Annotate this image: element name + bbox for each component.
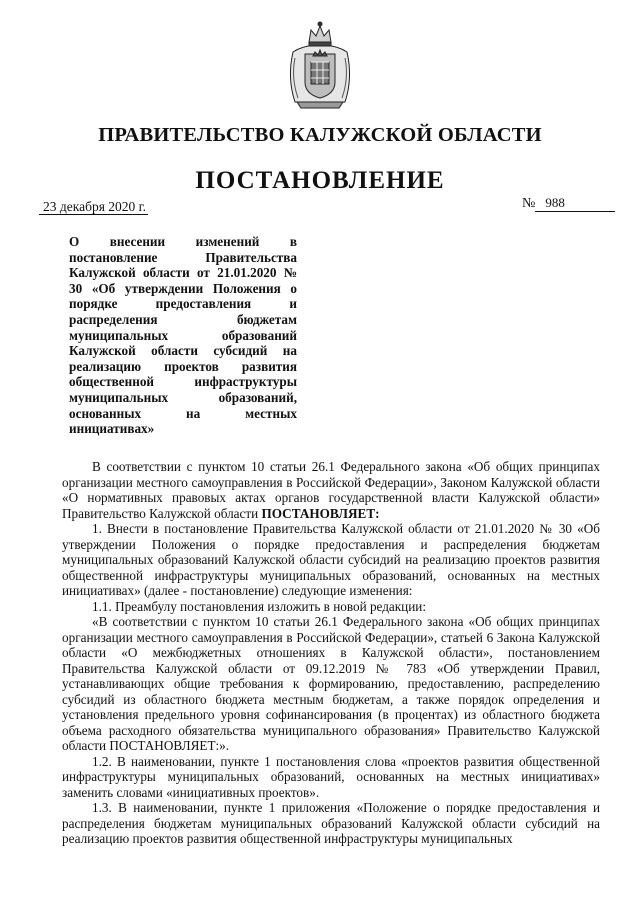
decree-word: ПОСТАНОВЛЯЕТ: bbox=[261, 505, 380, 521]
document-subject bbox=[69, 234, 297, 437]
government-title: ПРАВИТЕЛЬСТВО КАЛУЖСКОЙ ОБЛАСТИ bbox=[98, 124, 542, 146]
paragraph-1-1: 1.1. Преамбулу постановления изложить в новой редакции: bbox=[92, 598, 427, 614]
paragraph-1-1-quote: «В соответствии с пунктом 10 статьи 26.1 Федерального закона «Об общих принципах организации местного самоуправления в Российской Федерации», статьей 6 Закона Калужской области «О межбюджетных отношениях в Калужской области», постановлением Правительства Калужской области от 09.12.2019 № 783 «Об утверждении Правил, устанавливающих общие требования к формированию, предоставлению, распределению субсидий из областного бюджета местным бюджетам, а также порядок определения и установления предельного уровня софинансирования (в процентах) из областного бюджета объема расходного обязательства муниципального образования» Правительство Калужской области ПОСТАНОВЛЯЕТ:». bbox=[62, 614, 600, 753]
number-label: № bbox=[522, 196, 536, 211]
preamble-paragraph bbox=[62, 459, 600, 521]
document-date-value: 23 декабря 2020 г. bbox=[39, 199, 148, 215]
document-number bbox=[522, 195, 615, 212]
paragraph-1: 1. Внести в постановление Правительства Калужской области от 21.01.2020 № 30 «Об утверждении Положения о порядке предоставления и распределения бюджетам муниципальных образований Калужской области субсидий на реализацию проектов развития общественной инфраструктуры муниципальных образований, основанных на местных инициативах» (далее - постановление) следующие изменения: bbox=[62, 521, 600, 598]
preamble-text: В соответствии с пунктом 10 статьи 26.1 Федерального закона «Об общих принципах организации местного самоуправления в Российской Федерации», Законом Калужской области «О нормативных правовых актах органов государственной власти Калужской области» Правительство Калужской области bbox=[62, 459, 600, 521]
document-date bbox=[39, 199, 148, 215]
paragraph-1-2: 1.2. В наименовании, пункте 1 постановления слова «проектов развития общественной инфраструктуры муниципальных образований, основанных на местных инициативах» заменить словами «инициативных проектов». bbox=[62, 753, 600, 800]
document-body bbox=[62, 459, 600, 847]
number-value: 988 bbox=[535, 195, 615, 212]
document-type: ПОСТАНОВЛЕНИЕ bbox=[195, 167, 445, 194]
subject-text: О внесении изменений в постановление Правительства Калужской области от 21.01.2020 № 30 «Об утверждении Положения о порядке предоставления и распределения бюджетам муниципальных образований Калужской области субсидий на реализацию проектов развития общественной инфраструктуры муниципальных образований, основанных на местных инициативах» bbox=[69, 234, 297, 437]
kaluga-coat-of-arms-icon bbox=[283, 18, 357, 110]
paragraph-1-3: 1.3. В наименовании, пункте 1 приложения «Положение о порядке предоставления и распределения бюджетам муниципальных образований Калужской области субсидий на реализацию проектов развития общественной инфраструктуры муниципальных bbox=[62, 800, 600, 846]
